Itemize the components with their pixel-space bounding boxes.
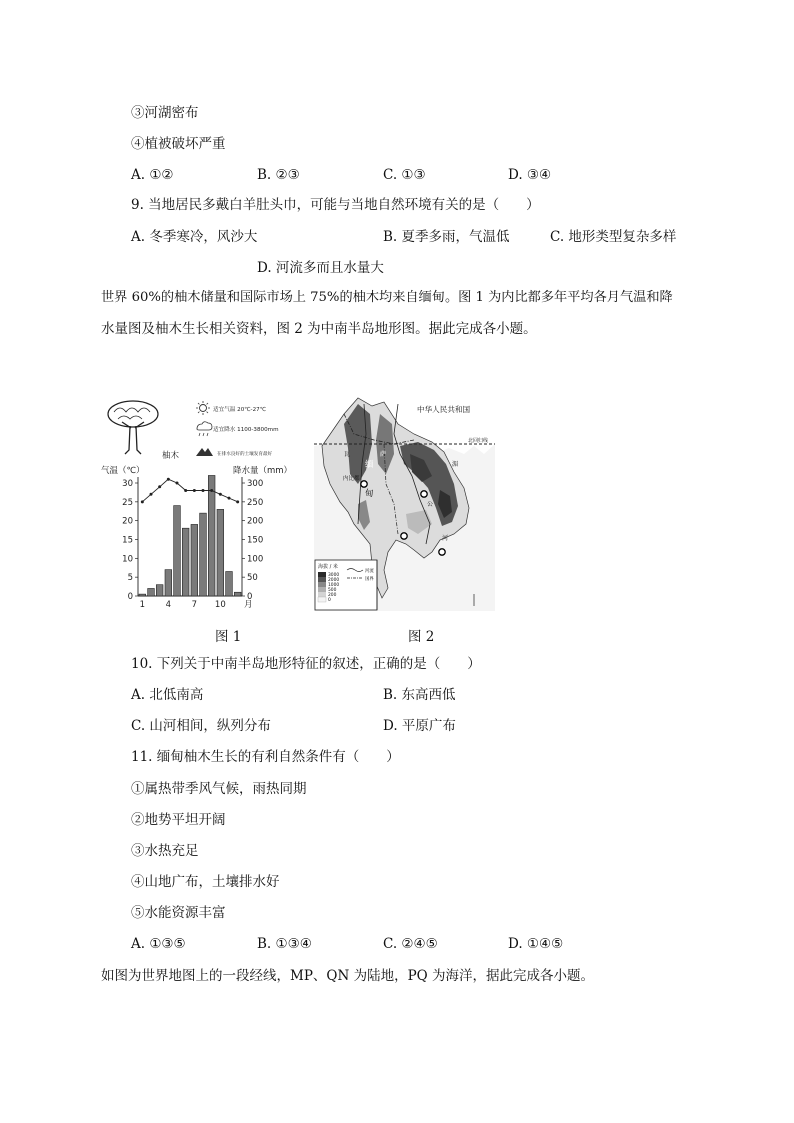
legend-level: 1000: [328, 583, 340, 588]
temperature-axis-label: 气温（℃）: [101, 466, 145, 476]
q10-option-c[interactable]: C. 山河相间，纵列分布: [131, 718, 271, 734]
q11-item: ④山地广布，土壤排水好: [131, 874, 280, 890]
naypyidaw-marker: [361, 481, 367, 487]
q9-option-b[interactable]: B. 夏季多雨，气温低: [383, 229, 510, 245]
q11-option-c[interactable]: C. ②④⑤: [383, 936, 438, 952]
q10-stem: 10. 下列关于中南半岛地形特征的叙述，正确的是（ ）: [131, 656, 481, 672]
teak-tree-icon: [108, 401, 158, 454]
q11-option-a[interactable]: A. ①③⑤: [131, 936, 186, 952]
precipitation-bar: [182, 528, 189, 596]
right-tick-label: 0: [247, 592, 253, 602]
map-label: 公: [427, 501, 434, 508]
q9-stem: 9. 当地居民多戴白羊肚头巾，可能与当地自然环境有关的是（ ）: [131, 197, 540, 213]
left-tick-label: 15: [122, 535, 133, 546]
q11-item: ③水热充足: [131, 843, 199, 859]
temperature-point: [158, 485, 161, 488]
temperature-point: [141, 500, 144, 503]
climate-chart: [122, 475, 263, 610]
city-marker: [439, 549, 445, 555]
precipitation-bar: [148, 588, 155, 596]
legend-precipitation: 适宜降水 1100-3800mm: [213, 427, 279, 433]
precipitation-bar: [156, 585, 163, 596]
q11-item: ①属热带季风气候，雨热同期: [131, 781, 307, 797]
precipitation-bar: [174, 506, 181, 596]
legend-title: 海拔 / 米: [318, 564, 338, 570]
map-label: 河: [442, 535, 449, 542]
map-label: 湄: [452, 461, 459, 468]
q11-item: ②地势平坦开阔: [131, 812, 226, 828]
temperature-point: [228, 497, 231, 500]
map-label: 甸: [365, 489, 374, 499]
right-tick-label: 150: [247, 535, 264, 546]
temperature-point: [167, 478, 170, 481]
figure-2-caption: 图 2: [408, 629, 435, 645]
q10-option-a[interactable]: A. 北低南高: [131, 687, 204, 703]
precipitation-bar: [191, 524, 198, 596]
legend-level: 200: [328, 593, 337, 598]
left-tick-label: 10: [122, 554, 133, 565]
figure-2-map: [314, 384, 495, 611]
map-label: 萨: [380, 451, 387, 458]
legend-level: 3000: [328, 573, 340, 578]
q8-item-4: ④植被破坏严重: [131, 136, 226, 152]
intro-paragraph-line-1: 世界 60%的柚木储量和国际市场上 75%的柚木均来自缅甸。图 1 为内比都多年平均各月气温和降: [101, 290, 673, 305]
right-tick-label: 50: [247, 573, 258, 584]
left-tick-label: 30: [122, 479, 133, 489]
x-tick-label: 7: [191, 600, 198, 610]
left-tick-label: 0: [127, 592, 133, 602]
left-tick-label: 5: [127, 573, 133, 584]
q8-item-3: ③河湖密布: [131, 105, 199, 121]
q9-option-a[interactable]: A. 冬季寒冷，风沙大: [131, 229, 258, 245]
temperature-point: [150, 493, 153, 496]
city-marker: [421, 491, 427, 497]
cloud-rain-icon: [197, 422, 212, 436]
precipitation-bar: [234, 592, 241, 596]
q8-option-a[interactable]: A. ①②: [131, 167, 174, 183]
legend-temperature: 适宜气温 20℃-27℃: [213, 407, 266, 413]
precipitation-bar: [208, 475, 215, 596]
left-tick-label: 25: [122, 497, 133, 508]
temperature-point: [193, 489, 196, 492]
q11-option-d[interactable]: D. ①④⑤: [508, 936, 564, 952]
x-tick-label: 10: [214, 600, 226, 610]
precipitation-bar: [139, 594, 146, 596]
intro-paragraph-line-2: 水量图及柚木生长相关资料，图 2 为中南半岛地形图。据此完成各小题。: [101, 321, 537, 337]
temperature-point: [176, 482, 179, 485]
country-label-china: 中华人民共和国: [417, 405, 471, 414]
x-tick-label: 4: [165, 600, 172, 610]
temperature-point: [184, 489, 187, 492]
x-tick-label: 1: [139, 600, 146, 610]
figure-1: [100, 392, 293, 614]
intro-paragraph-2: 如图为世界地图上的一段经线，MP、QN 为陆地，PQ 为海洋，据此完成各小题。: [101, 968, 595, 984]
right-tick-label: 200: [247, 516, 264, 527]
legend-level: 2000: [328, 578, 340, 583]
legend-river: 河流: [365, 569, 374, 574]
q11-option-b[interactable]: B. ①③④: [257, 936, 312, 952]
precipitation-bar: [226, 572, 233, 596]
legend-border: 国界: [365, 577, 374, 582]
temperature-point: [202, 489, 205, 492]
right-tick-label: 300: [247, 479, 264, 489]
q10-option-b[interactable]: B. 东高西低: [383, 687, 456, 703]
x-unit-label: 月: [244, 600, 253, 610]
precipitation-axis-label: 降水量（mm）: [233, 466, 293, 476]
legend-level: 500: [328, 588, 337, 593]
left-tick-label: 20: [122, 516, 133, 527]
q11-stem: 11. 缅甸柚木生长的有利自然条件有（ ）: [131, 749, 400, 765]
figure-1-caption: 图 1: [215, 629, 242, 645]
map-label: 瓦: [344, 451, 351, 458]
map-legend: [315, 560, 377, 610]
q11-item: ⑤水能资源丰富: [131, 905, 226, 921]
tree-label: 柚木: [162, 451, 180, 461]
temperature-point: [219, 493, 222, 496]
precipitation-bar: [165, 570, 172, 596]
mountain-icon: [196, 448, 213, 456]
precipitation-bar: [217, 509, 224, 596]
legend-soil: 在排水良好的土壤发育最好: [217, 452, 273, 457]
legend-level: 0: [328, 598, 331, 603]
map-label-naypyidaw: 内比都: [343, 476, 360, 482]
temperature-point: [236, 500, 239, 503]
q8-option-d[interactable]: D. ③④: [508, 167, 552, 183]
q8-option-c[interactable]: C. ①③: [383, 167, 426, 183]
q10-option-d[interactable]: D. 平原广布: [383, 718, 456, 734]
city-marker: [401, 533, 407, 539]
sun-icon: [196, 401, 210, 415]
temperature-point: [210, 489, 213, 492]
q9-option-c[interactable]: C. 地形类型复杂多样: [550, 229, 677, 245]
q8-option-b[interactable]: B. ②③: [257, 167, 300, 183]
right-tick-label: 250: [247, 497, 264, 508]
map-label: 缅: [365, 460, 374, 470]
q9-option-d[interactable]: D. 河流多而且水量大: [257, 260, 384, 276]
temperature-line: [142, 479, 237, 502]
right-tick-label: 100: [247, 554, 264, 565]
precipitation-bar: [200, 513, 207, 596]
tropic-label: 北回归线: [468, 438, 489, 444]
